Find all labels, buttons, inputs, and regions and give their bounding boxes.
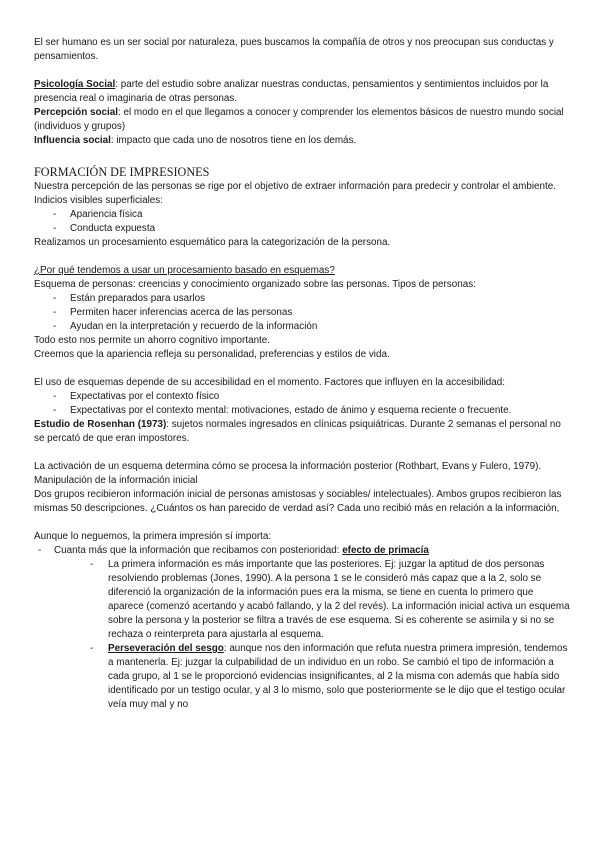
- def-psicologia-social-text: : parte del estudio sobre analizar nuestras conductas, pensamientos y sentimientos incluidos por la presencia real o imaginaria de otras personas.: [34, 79, 549, 104]
- list-item: - Expectativas por el contexto físico: [53, 390, 570, 404]
- list-item: [90, 642, 570, 712]
- section-heading-formacion: FORMACIÓN DE IMPRESIONES: [34, 165, 210, 179]
- list-item: - Expectativas por el contexto mental: motivaciones, estado de ánimo y esquema reciente o frecuente.: [53, 404, 570, 418]
- list-item: [38, 544, 570, 712]
- def-psicologia-social: [34, 78, 570, 106]
- intro-paragraph: El ser humano es un ser social por naturaleza, pues buscamos la compañía de otros y nos preocupan sus conductas y pensamientos.: [34, 37, 554, 62]
- term-influencia-social: Influencia social: [34, 135, 111, 146]
- esquemas-paragraph-3: Creemos que la apariencia refleja su personalidad, preferencias y estilos de vida.: [34, 349, 390, 360]
- list-item: - Están preparados para usarlos: [53, 292, 570, 306]
- factores-list: [34, 390, 570, 418]
- primera-paragraph: Aunque lo neguemos, la primera impresión sí importa:: [34, 531, 272, 542]
- def-percepcion-social-text: : el modo en el que llegamos a conocer y comprender los elementos básicos de nuestro mundo social (individuos y grupos): [34, 107, 564, 132]
- esquemas-paragraph-1: Esquema de personas: creencias y conocimiento organizado sobre las personas. Tipos de personas:: [34, 279, 476, 290]
- list-item: - Ayudan en la interpretación y recuerdo de la información: [53, 320, 570, 334]
- primera-item-text: Cuanta más que la información que recibamos con posterioridad:: [54, 545, 343, 556]
- indicios-list: [34, 208, 570, 236]
- rosenhan-paragraph: [34, 418, 570, 446]
- activacion-paragraph-2: Dos grupos recibieron información inicial de personas amistosas y sociables/ intelectuales). Ambos grupos recibieron las mismas 50 descripciones. ¿Cuántos os han parecido de verdad así? Cada uno recibió más en relación a la información,: [34, 489, 562, 514]
- def-percepcion-social: [34, 106, 570, 134]
- list-item: - La primera información es más importante que las posteriores. Ej: juzgar la aptitud de dos personas resolviendo problemas (Jones, 1990). A la persona 1 se le consideró más capaz que a la 2, solo se diferenció la organización de la información pues era la misma, se tiene en cuenta lo primero que aparece (comenzó acertando y acabó fallando, y la 2 del revés). La información inicial activa un esquema sobre la persona y la posterior se filtra a través de ese esquema. Si es coherente se asimila y si no se rechaza o reinterpreta para ajustarla al esquema.: [90, 558, 570, 642]
- activacion-paragraph-1: La activación de un esquema determina cómo se procesa la información posterior (Rothbart, Evans y Fulero, 1979). Manipulación de la información inicial: [34, 461, 542, 486]
- list-item: - Conducta expuesta: [53, 222, 570, 236]
- primera-list: [34, 544, 570, 712]
- perseveracion-text: : aunque nos den información que refuta nuestra primera impresión, tendemos a mantenerla. Ej: juzgar la culpabilidad de un individuo en un robo. Se cambió el tipo de información a cada grupo, al 1 se le proporcionó evidencias insignificantes, al 2 la misma con además que había sido identificado por un testigo ocular, y al 3 lo mismo, solo que posteriormente se le dijo que el testigo ocular veía muy mal y no: [108, 643, 568, 710]
- formacion-paragraph-2: Realizamos un procesamiento esquemático para la categorización de la persona.: [34, 237, 391, 248]
- formacion-paragraph-1: Nuestra percepción de las personas se rige por el objetivo de extraer información para predecir y controlar el ambiente. Indicios visibles superficiales:: [34, 181, 557, 206]
- list-item: - Apariencia física: [53, 208, 570, 222]
- esquemas-paragraph-2: Todo esto nos permite un ahorro cognitivo importante.: [34, 335, 271, 346]
- primera-sublist: [54, 558, 570, 712]
- term-perseveracion-sesgo: Perseveración del sesgo: [108, 643, 224, 654]
- rosenhan-text: : sujetos normales ingresados en clínicas psiquiátricas. Durante 2 semanas el personal no se percató de que eran impostores.: [34, 419, 561, 444]
- tipos-list: [34, 292, 570, 334]
- term-percepcion-social: Percepción social: [34, 107, 118, 118]
- accesibilidad-paragraph: El uso de esquemas depende de su accesibilidad en el momento. Factores que influyen en la accesibilidad:: [34, 377, 506, 388]
- term-efecto-primacia: efecto de primacía: [342, 545, 429, 556]
- document-page: [34, 36, 570, 712]
- list-item: - Permiten hacer inferencias acerca de las personas: [53, 306, 570, 320]
- def-influencia-social: [34, 134, 570, 148]
- esquemas-question: ¿Por qué tendemos a usar un procesamiento basado en esquemas?: [34, 265, 335, 276]
- term-rosenhan: Estudio de Rosenhan (1973): [34, 419, 167, 430]
- term-psicologia-social: Psicología Social: [34, 79, 116, 90]
- def-influencia-social-text: : impacto que cada uno de nosotros tiene en los demás.: [110, 135, 357, 146]
